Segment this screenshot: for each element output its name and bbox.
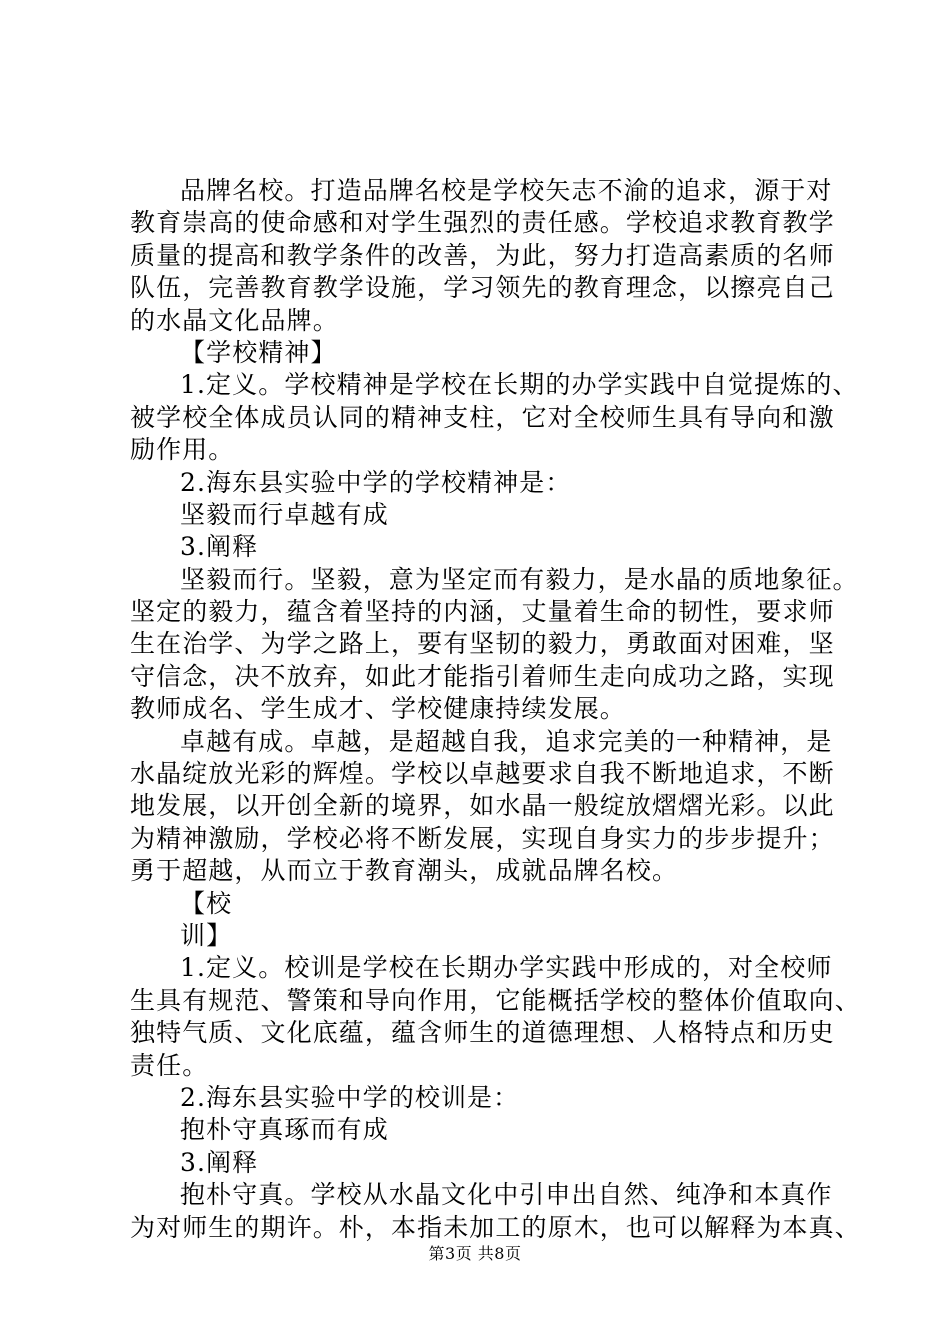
text-line: 水晶绽放光彩的辉煌。学校以卓越要求自我不断地追求，不断 (130, 759, 835, 789)
text-line: 坚定的毅力，蕴含着坚持的内涵，丈量着生命的韧性，要求师 (130, 597, 835, 627)
text-line: 1.定义。校训是学校在长期办学实践中形成的，对全校师 (180, 953, 833, 983)
text-line: 坚毅而行。坚毅，意为坚定而有毅力，是水晶的质地象征。 (180, 564, 859, 594)
text-line: 1.定义。学校精神是学校在长期的办学实践中自觉提炼的、 (180, 370, 859, 400)
text-line: 地发展，以开创全新的境界，如水晶一般绽放熠熠光彩。以此 (130, 791, 835, 821)
text-line: 励作用。 (130, 435, 235, 465)
motto-line: 抱朴守真琢而有成 (180, 1115, 389, 1145)
text-line: 卓越有成。卓越，是超越自我，追求完美的一种精神，是 (180, 726, 833, 756)
page-footer: 第3页 共8页 (428, 1244, 522, 1263)
text-line: 独特气质、文化底蕴，蕴含师生的道德理想、人格特点和历史 (130, 1018, 835, 1048)
text-line: 教师成名、学生成才、学校健康持续发展。 (130, 694, 626, 724)
text-line: 2.海东县实验中学的学校精神是： (180, 467, 572, 497)
text-line: 生在治学、为学之路上，要有坚韧的毅力，勇敢面对困难，坚 (130, 629, 835, 659)
text-line: 责任。 (130, 1050, 209, 1080)
text-line: 生具有规范、警策和导向作用，它能概括学校的整体价值取向、 (130, 985, 861, 1015)
text-line: 品牌名校。打造品牌名校是学校矢志不渝的追求，源于对 (180, 176, 833, 205)
text-line: 守信念，决不放弃，如此才能指引着师生走向成功之路，实现 (130, 661, 835, 691)
section-heading: 【学校精神】 (180, 337, 337, 367)
text-line: 3.阐释 (180, 1147, 259, 1177)
text-line: 队伍，完善教育教学设施，学习领先的教育理念，以擦亮自己 (130, 273, 835, 303)
text-line: 抱朴守真。学校从水晶文化中引申出自然、纯净和本真作 (180, 1180, 833, 1210)
text-line: 教育崇高的使命感和对学生强烈的责任感。学校追求教育教学 (130, 208, 835, 238)
text-line: 勇于超越，从而立于教育潮头，成就品牌名校。 (130, 856, 679, 886)
document-body (130, 175, 861, 1244)
text-line: 3.阐释 (180, 532, 259, 562)
text-line: 为精神激励，学校必将不断发展，实现自身实力的步步提升； (130, 823, 835, 853)
section-heading: 【校 (180, 888, 233, 918)
text-line: 的水晶文化品牌。 (130, 305, 339, 335)
motto-line: 坚毅而行卓越有成 (180, 499, 389, 529)
text-line: 被学校全体成员认同的精神支柱，它对全校师生具有导向和激 (130, 402, 835, 432)
section-heading: 训】 (180, 920, 233, 950)
text-line: 2.海东县实验中学的校训是： (180, 1082, 520, 1112)
text-line: 为对师生的期许。朴，本指未加工的原木，也可以解释为本真、 (130, 1212, 861, 1242)
text-line: 质量的提高和教学条件的改善，为此，努力打造高素质的名师 (130, 240, 835, 270)
